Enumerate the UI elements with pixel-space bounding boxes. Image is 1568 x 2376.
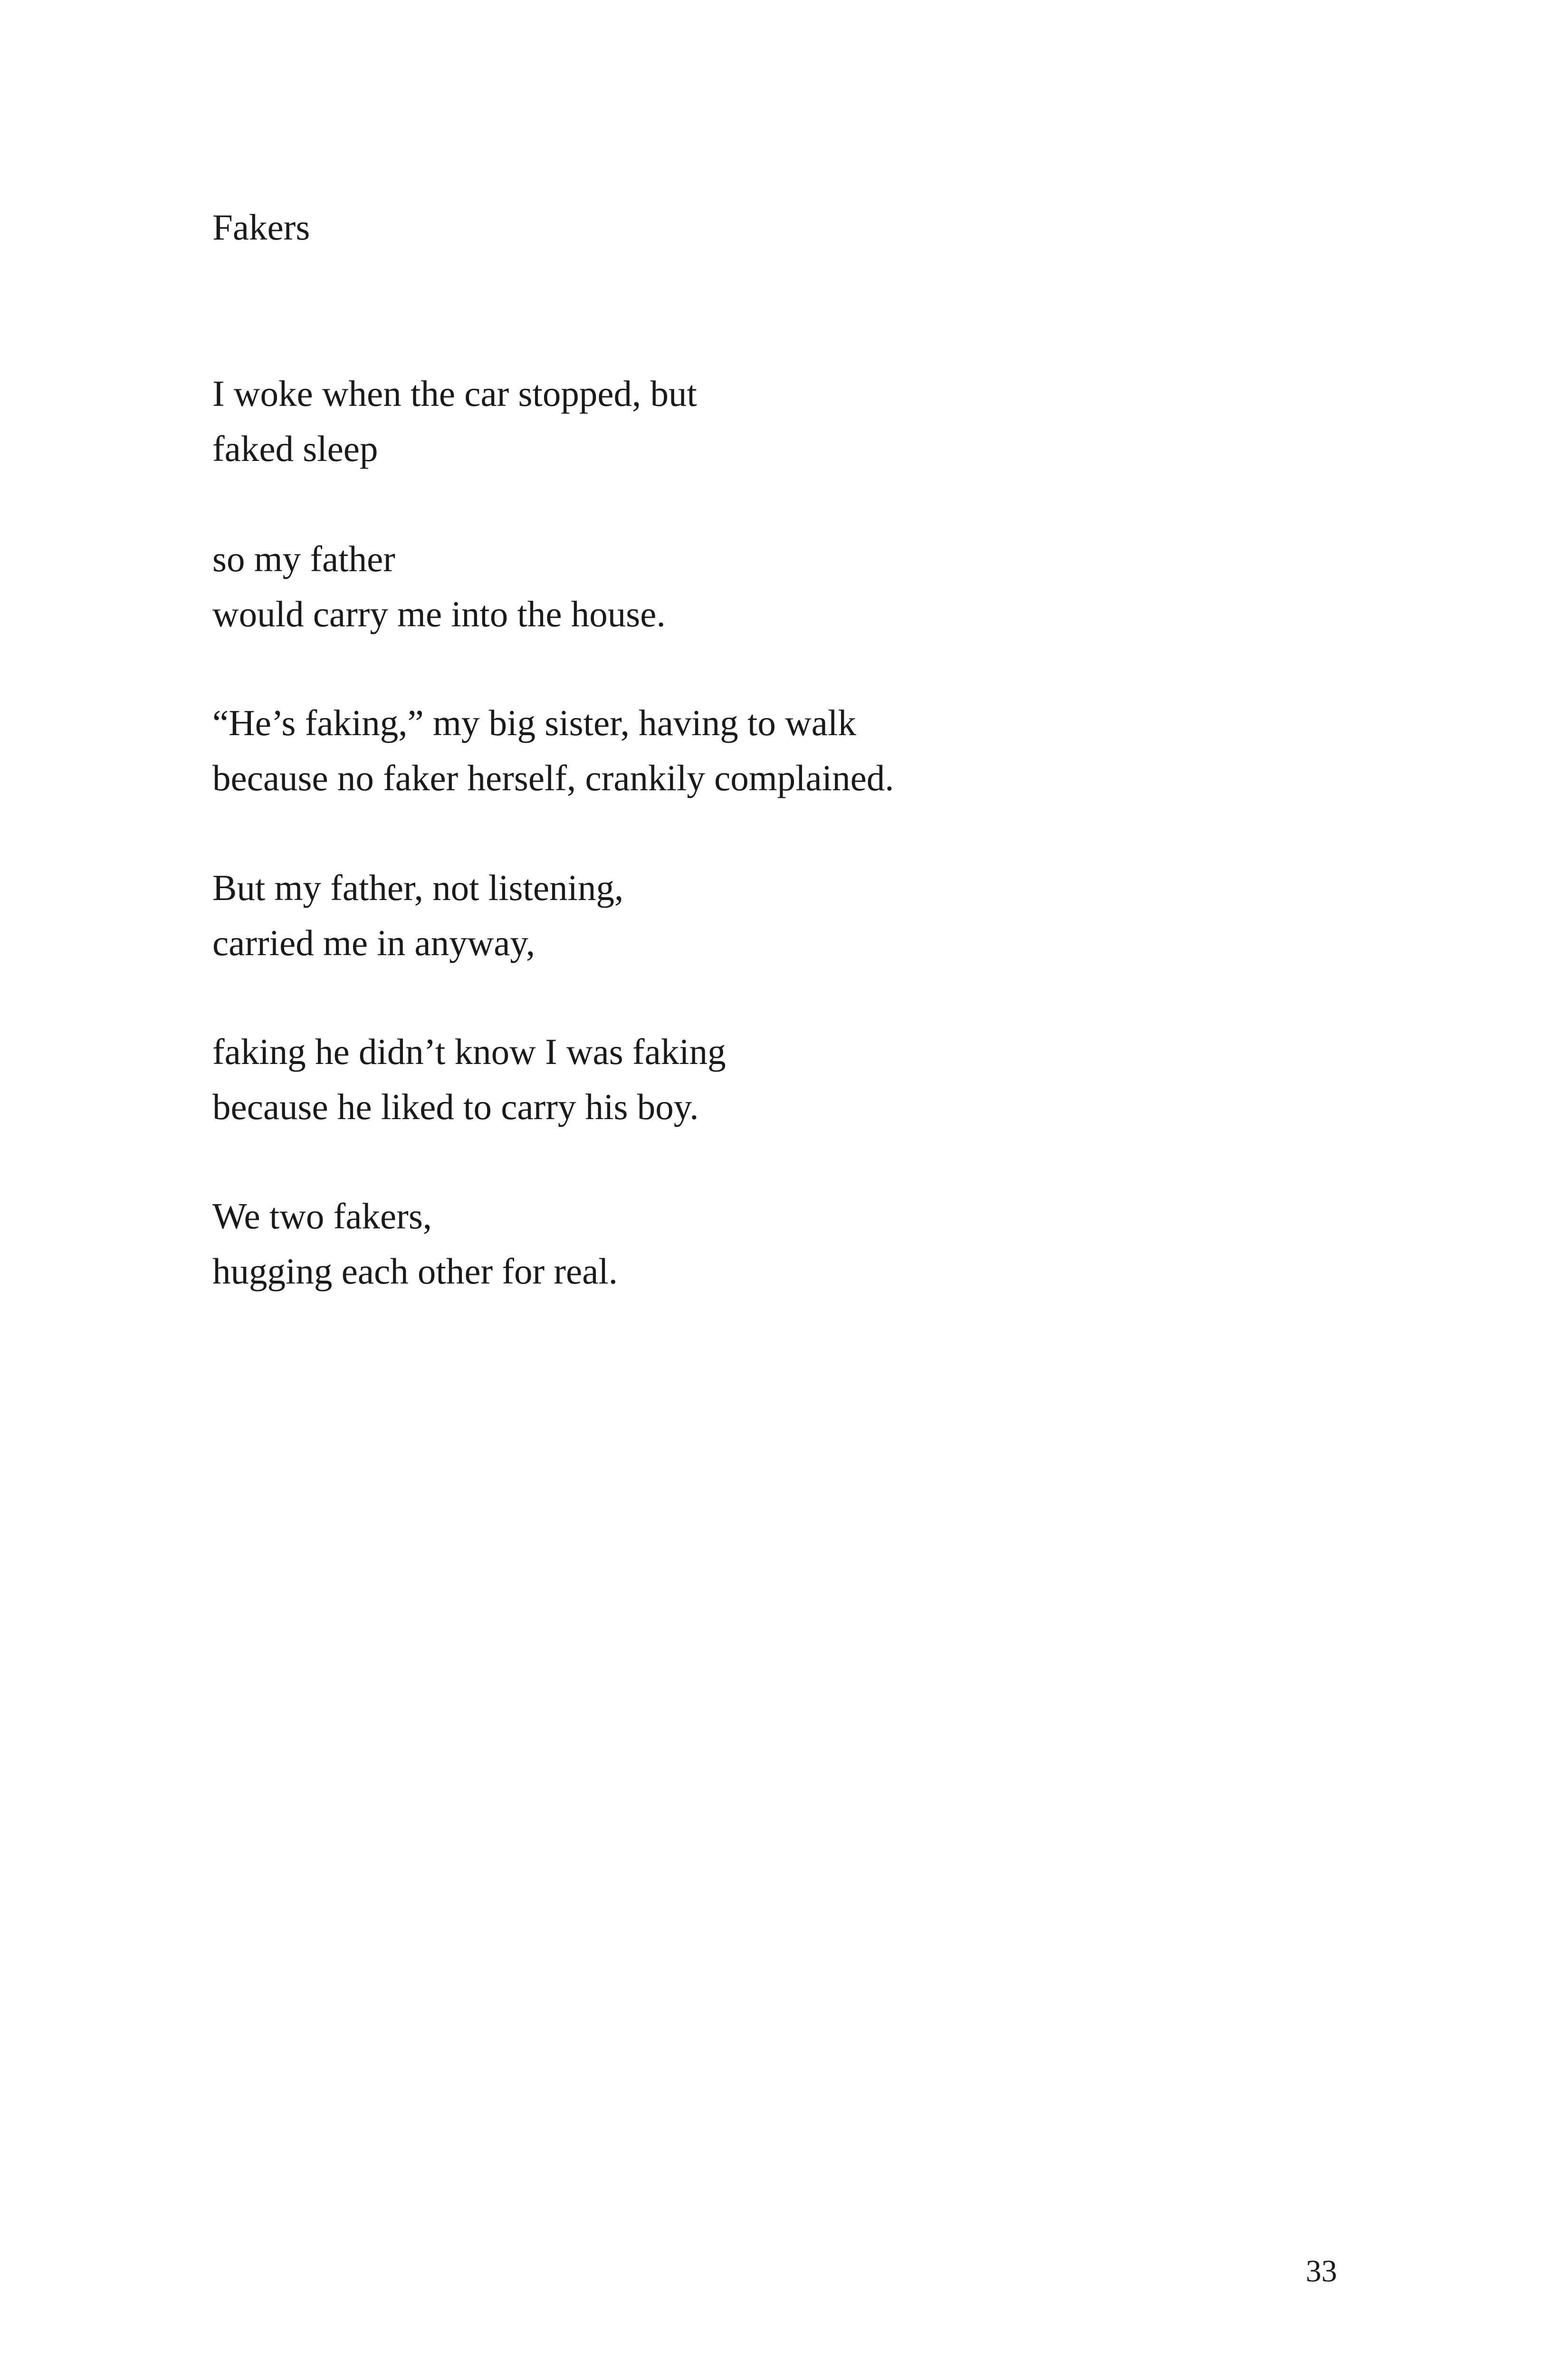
poem-line: because no faker herself, crankily complained. [212,757,894,798]
poem-line: “He’s faking,” my big sister, having to walk [212,702,856,743]
poem-line: faked sleep [212,428,378,469]
stanza-6 [212,1188,618,1299]
stanza-5 [212,1024,726,1134]
poem-line: because he liked to carry his boy. [212,1086,699,1127]
stanza-2 [212,531,666,642]
poem-line: hugging each other for real. [212,1251,618,1292]
poem-line: would carry me into the house. [212,594,666,634]
poem-line: But my father, not listening, [212,867,624,908]
poem-line: We two fakers, [212,1196,432,1236]
poem-title: Fakers [212,207,310,248]
poem-line: carried me in anyway, [212,922,535,963]
poem-line: faking he didn’t know I was faking [212,1031,726,1072]
poem-line: I woke when the car stopped, but [212,373,697,414]
stanza-3 [212,695,894,805]
poem-line: so my father [212,538,395,579]
page-number: 33 [1306,2254,1337,2289]
stanza-4 [212,860,623,970]
stanza-1 [212,366,697,476]
